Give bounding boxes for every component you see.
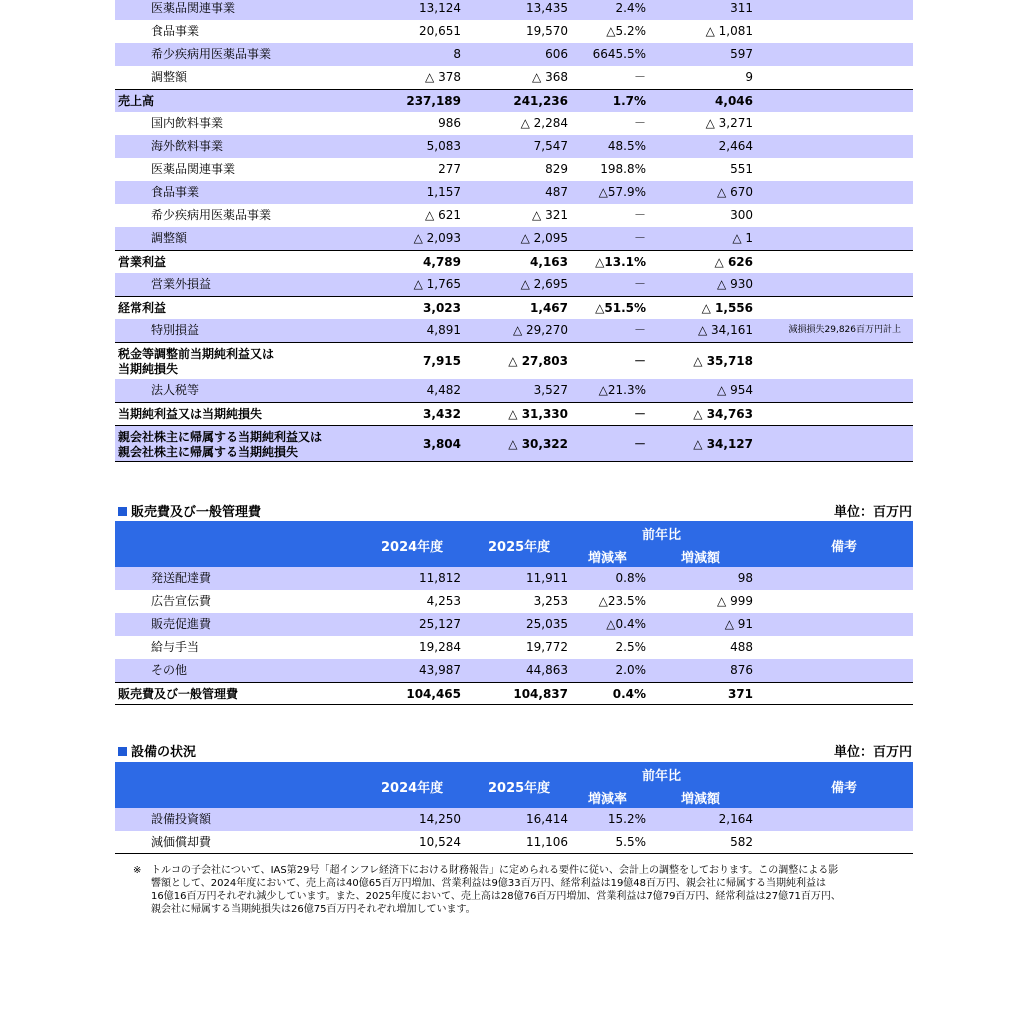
table-row	[115, 158, 913, 181]
row-label: 販売費及び一般管理費	[118, 687, 239, 701]
row-label: 食品事業	[151, 185, 200, 199]
change-amount: △ 91	[724, 617, 753, 631]
value-2025: △ 27,803	[508, 354, 568, 368]
table-row	[115, 250, 913, 273]
change-rate: 0.4%	[612, 687, 646, 701]
change-amount: 4,046	[715, 94, 753, 108]
footnote-line: 親会社に帰属する当期純損失は26億75百万円それぞれ増加しています。	[151, 904, 476, 915]
footnote-mark: ※	[133, 865, 142, 876]
change-rate: －	[633, 437, 646, 451]
value-2025: 13,435	[526, 1, 568, 15]
change-rate: 0.8%	[615, 571, 646, 585]
row-label: 医薬品関連事業	[151, 162, 236, 176]
value-2024: △ 621	[425, 208, 461, 222]
value-2024: △ 1,765	[413, 277, 461, 291]
change-amount: △ 34,161	[697, 323, 753, 337]
table-row	[115, 659, 913, 682]
value-2025: 3,527	[533, 383, 568, 397]
row-label: 営業利益	[118, 255, 167, 269]
header-rate: 増減率	[588, 792, 628, 807]
value-2024: 20,651	[419, 24, 461, 38]
table-row	[115, 613, 913, 636]
change-rate: 1.7%	[612, 94, 646, 108]
value-2025: 606	[545, 47, 568, 61]
change-amount: △ 1,081	[705, 24, 753, 38]
table-row	[115, 112, 913, 135]
header-2024: 2024年度	[381, 540, 444, 555]
value-2025: △ 30,322	[508, 437, 568, 451]
footnote-line: 16億16百万円それぞれ減少しています。また、2025年度において、売上高は28億76百万円増加、営業利益は7億79百万円、経常利益は27億71百万円、	[151, 891, 841, 902]
value-2025: △ 29,270	[512, 323, 568, 337]
change-amount: 311	[730, 1, 753, 15]
header-2025: 2025年度	[488, 781, 551, 796]
change-rate: △5.2%	[606, 24, 646, 38]
change-rate: △21.3%	[598, 383, 646, 397]
table-row	[115, 204, 913, 227]
change-amount: 597	[730, 47, 753, 61]
row-label: 海外飲料事業	[151, 139, 224, 153]
row-label: 広告宣伝費	[151, 594, 212, 608]
change-amount: 2,464	[718, 139, 753, 153]
value-2025: 25,035	[526, 617, 568, 631]
footnote-line: トルコの子会社について、IAS第29号「超インフレ経済下における財務報告」に定められる要件に従い、会計上の調整をしております。この調整による影	[151, 865, 839, 876]
table-row	[115, 682, 913, 705]
change-amount: △ 35,718	[693, 354, 753, 368]
value-2024: 11,812	[419, 571, 461, 585]
table-row	[115, 89, 913, 112]
row-label: 発送配達費	[151, 571, 212, 585]
row-label: 国内飲料事業	[151, 116, 224, 130]
change-amount: △ 1,556	[701, 301, 753, 315]
row-label: 経常利益	[118, 301, 167, 315]
change-amount: 9	[745, 70, 753, 84]
value-2025: 1,467	[530, 301, 568, 315]
table-row	[115, 402, 913, 425]
header-diff: 増減額	[681, 551, 721, 566]
change-rate: △23.5%	[598, 594, 646, 608]
row-label: 調整額	[151, 70, 188, 84]
change-amount: 300	[730, 208, 753, 222]
table-row	[115, 425, 913, 462]
value-2024: 4,482	[426, 383, 461, 397]
change-rate: 2.5%	[615, 640, 646, 654]
pl-table	[115, 0, 913, 462]
change-rate: △0.4%	[606, 617, 646, 631]
value-2025: 3,253	[533, 594, 568, 608]
change-rate: △57.9%	[598, 185, 646, 199]
table-row	[115, 227, 913, 250]
change-rate: 2.4%	[615, 1, 646, 15]
value-2025: 241,236	[513, 94, 568, 108]
value-2025: △ 368	[532, 70, 568, 84]
value-2024: 3,432	[423, 407, 461, 421]
value-2024: 25,127	[419, 617, 461, 631]
value-2025: 11,106	[526, 835, 568, 849]
header-2025: 2025年度	[488, 540, 551, 555]
value-2024: △ 2,093	[413, 231, 461, 245]
value-2024: 13,124	[419, 1, 461, 15]
change-amount: △ 34,127	[693, 437, 753, 451]
value-2024: 3,804	[423, 437, 461, 451]
row-label: 特別損益	[151, 323, 200, 337]
header-rate: 増減率	[588, 551, 628, 566]
value-2024: 1,157	[426, 185, 461, 199]
table-row	[115, 273, 913, 296]
table-row	[115, 20, 913, 43]
value-2025: 104,837	[513, 687, 568, 701]
change-amount: △ 34,763	[693, 407, 753, 421]
change-amount: △ 930	[717, 277, 753, 291]
table-row	[115, 66, 913, 89]
change-rate: 5.5%	[615, 835, 646, 849]
table-row	[115, 135, 913, 158]
sga-table	[115, 567, 913, 705]
footnote-line: 響額として、2024年度において、売上高は40億65百万円増加、営業利益は9億33百万円、経常利益は19億48百万円、親会社に帰属する当期純利益は	[151, 878, 827, 889]
value-2025: △ 2,695	[520, 277, 568, 291]
change-amount: △ 670	[717, 185, 753, 199]
change-rate: 2.0%	[615, 663, 646, 677]
change-amount: △ 3,271	[705, 116, 753, 130]
header-diff: 増減額	[681, 792, 721, 807]
header-2024: 2024年度	[381, 781, 444, 796]
row-label: 希少疾病用医薬品事業	[151, 208, 272, 222]
value-2024: 5,083	[426, 139, 461, 153]
row-label: 売上高	[118, 94, 155, 108]
header-note: 備考	[831, 781, 858, 796]
row-label: 減価償却費	[151, 835, 212, 849]
table-row	[115, 636, 913, 659]
footnote	[133, 864, 913, 916]
change-amount: 551	[730, 162, 753, 176]
sga-table-header	[115, 521, 913, 567]
change-rate: －	[633, 323, 646, 337]
table-row	[115, 0, 913, 20]
change-amount: 371	[727, 687, 753, 701]
capex-table	[115, 808, 913, 854]
sga-unit-label: 単位：百万円	[833, 505, 912, 520]
value-2025: 19,772	[526, 640, 568, 654]
change-rate: －	[633, 407, 646, 421]
value-2025: 11,911	[526, 571, 568, 585]
row-label: 税金等調整前当期純利益又は 当期純損失	[118, 347, 275, 376]
row-label: 給与手当	[151, 640, 200, 654]
value-2024: 277	[438, 162, 461, 176]
row-label: 医薬品関連事業	[151, 1, 236, 15]
value-2024: 104,465	[406, 687, 461, 701]
section-marker-icon	[118, 507, 127, 516]
table-row	[115, 808, 913, 831]
value-2024: 10,524	[419, 835, 461, 849]
table-row	[115, 831, 913, 854]
row-label: 食品事業	[151, 24, 200, 38]
row-label: 希少疾病用医薬品事業	[151, 47, 272, 61]
change-amount: 2,164	[718, 812, 753, 826]
value-2024: 7,915	[423, 354, 461, 368]
value-2025: 44,863	[526, 663, 568, 677]
change-rate: －	[633, 70, 646, 84]
value-2025: △ 31,330	[508, 407, 568, 421]
sga-section-title: 販売費及び一般管理費	[118, 501, 261, 520]
value-2025: 4,163	[530, 255, 568, 269]
change-amount: 488	[730, 640, 753, 654]
header-yoy: 前年比	[642, 528, 682, 543]
change-rate: 48.5%	[607, 139, 646, 153]
capex-unit-label: 単位：百万円	[833, 745, 912, 760]
change-rate: －	[633, 231, 646, 245]
row-label: 親会社株主に帰属する当期純利益又は 親会社株主に帰属する当期純損失	[118, 430, 323, 459]
change-amount: △ 1	[732, 231, 753, 245]
header-yoy: 前年比	[642, 769, 682, 784]
change-rate: △51.5%	[595, 301, 646, 315]
table-row	[115, 342, 913, 379]
value-2025: △ 2,284	[520, 116, 568, 130]
change-amount: 582	[730, 835, 753, 849]
capex-section-title: 設備の状況	[118, 741, 196, 760]
header-note: 備考	[831, 540, 858, 555]
table-row	[115, 567, 913, 590]
change-amount: △ 954	[717, 383, 753, 397]
value-2024: 43,987	[419, 663, 461, 677]
value-2024: 4,891	[426, 323, 461, 337]
value-2024: 8	[453, 47, 461, 61]
value-2025: △ 321	[532, 208, 568, 222]
change-amount: △ 626	[714, 255, 753, 269]
change-rate: －	[633, 116, 646, 130]
footnote-text	[151, 864, 913, 916]
change-rate: 6645.5%	[592, 47, 646, 61]
row-label: 営業外損益	[151, 277, 212, 291]
row-label: その他	[151, 663, 188, 677]
value-2024: 237,189	[406, 94, 461, 108]
table-row	[115, 296, 913, 319]
value-2024: △ 378	[425, 70, 461, 84]
value-2024: 986	[438, 116, 461, 130]
change-rate: －	[633, 208, 646, 222]
row-label: 調整額	[151, 231, 188, 245]
value-2024: 14,250	[419, 812, 461, 826]
change-rate: 198.8%	[600, 162, 646, 176]
row-label: 当期純利益又は当期純損失	[118, 407, 263, 421]
capex-table-header	[115, 762, 913, 808]
value-2024: 4,253	[426, 594, 461, 608]
value-2025: 829	[545, 162, 568, 176]
table-row	[115, 319, 913, 342]
row-note: 減損損失29,826百万円計上	[788, 325, 901, 335]
row-label: 法人税等	[151, 383, 200, 397]
section-marker-icon	[118, 747, 127, 756]
value-2025: △ 2,095	[520, 231, 568, 245]
table-row	[115, 379, 913, 402]
value-2025: 19,570	[526, 24, 568, 38]
change-amount: 876	[730, 663, 753, 677]
table-row	[115, 43, 913, 66]
value-2025: 16,414	[526, 812, 568, 826]
value-2025: 487	[545, 185, 568, 199]
change-rate: －	[633, 354, 646, 368]
change-rate: －	[633, 277, 646, 291]
change-rate: 15.2%	[607, 812, 646, 826]
value-2024: 4,789	[423, 255, 461, 269]
value-2024: 19,284	[419, 640, 461, 654]
row-label: 設備投資額	[151, 812, 212, 826]
change-rate: △13.1%	[595, 255, 646, 269]
value-2025: 7,547	[533, 139, 568, 153]
value-2024: 3,023	[423, 301, 461, 315]
change-amount: 98	[737, 571, 753, 585]
table-row	[115, 181, 913, 204]
change-amount: △ 999	[717, 594, 753, 608]
row-label: 販売促進費	[151, 617, 212, 631]
table-row	[115, 590, 913, 613]
